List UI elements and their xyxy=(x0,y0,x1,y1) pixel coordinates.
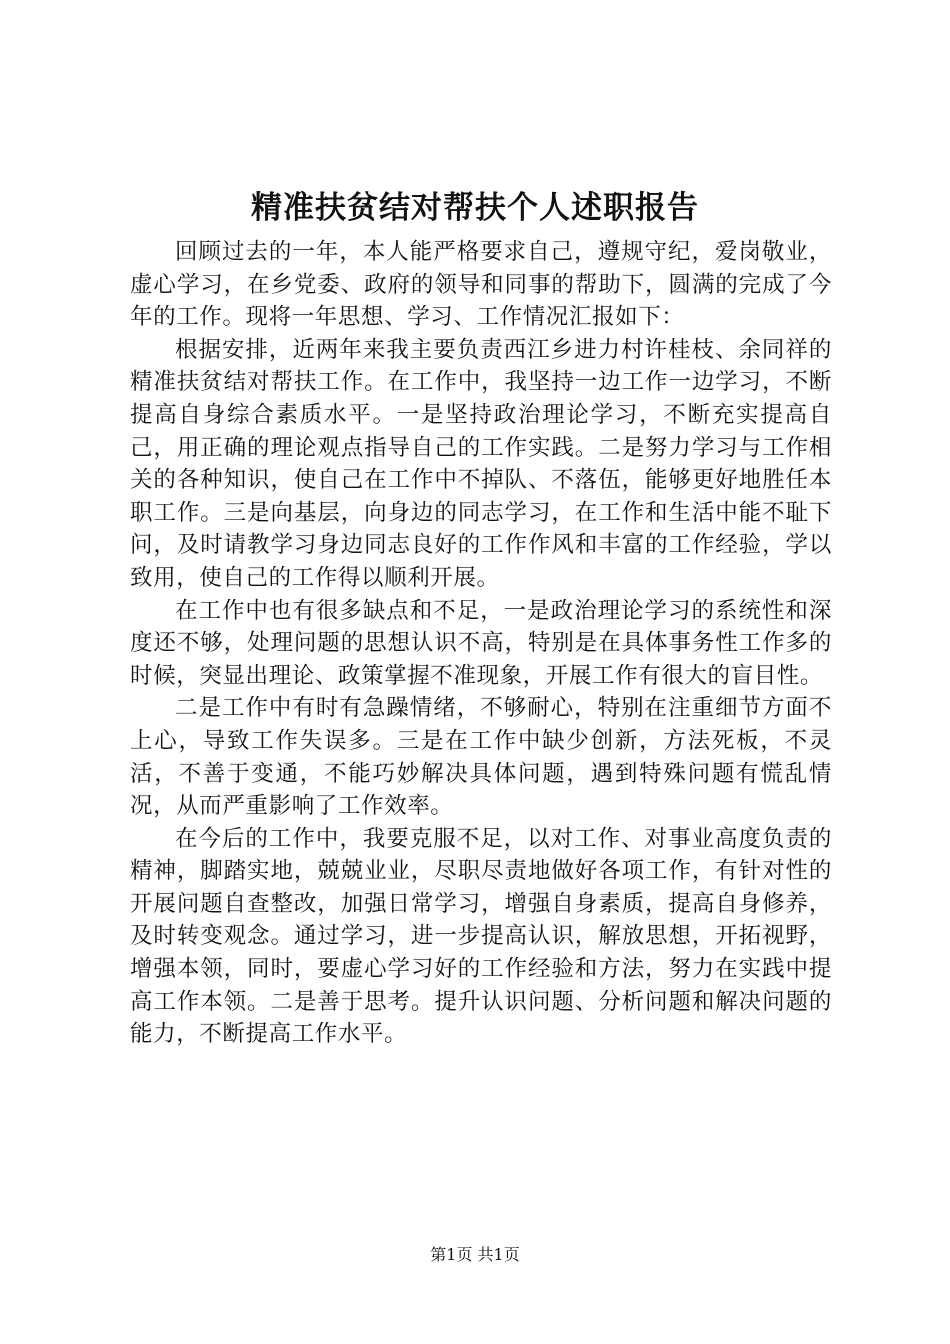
paragraph-work-summary: 根据安排，近两年来我主要负责西江乡进力村许桂枝、余同祥的精准扶贫结对帮扶工作。在工作中，我坚持一边工作一边学习，不断提高自身综合素质水平。一是坚持政治理论学习，不断充实提高自己，用正确的理论观点指导自己的工作实践。二是努力学习与工作相关的各种知识，使自己在工作中不掉队、不落伍，能够更好地胜任本职工作。三是向基层，向身边的同志学习，在工作和生活中能不耻下问，及时请教学习身边同志良好的工作作风和丰富的工作经验，学以致用，使自己的工作得以顺利开展。 xyxy=(130,336,832,591)
document-title: 精准扶贫结对帮扶个人述职报告 xyxy=(251,190,699,226)
page-number-footer: 第1页 共1页 xyxy=(430,1245,520,1264)
paragraph-shortcomings-2: 二是工作中有时有急躁情绪，不够耐心，特别在注重细节方面不上心，导致工作失误多。三是在工作中缺少创新，方法死板，不灵活，不善于变通，不能巧妙解决具体问题，遇到特殊问题有慌乱情况，从而严重影响了工作效率。 xyxy=(130,695,832,820)
paragraph-future-plan: 在今后的工作中，我要克服不足，以对工作、对事业高度负责的精神，脚踏实地，兢兢业业，尽职尽责地做好各项工作，有针对性的开展问题自查整改，加强日常学习，增强自身素质，提高自身修养，及时转变观念。通过学习，进一步提高认识，解放思想，开拓视野，增强本领，同时，要虚心学习好的工作经验和方法，努力在实践中提高工作本领。二是善于思考。提升认识问题、分析问题和解决问题的能力，不断提高工作水平。 xyxy=(130,825,832,1048)
document-body xyxy=(130,236,832,1051)
paragraph-intro: 回顾过去的一年，本人能严格要求自己，遵规守纪，爱岗敬业，虚心学习，在乡党委、政府的领导和同事的帮助下，圆满的完成了今年的工作。现将一年思想、学习、工作情况汇报如下： xyxy=(130,239,832,331)
paragraph-shortcomings-1: 在工作中也有很多缺点和不足，一是政治理论学习的系统性和深度还不够，处理问题的思想认识不高，特别是在具体事务性工作多的时候，突显出理论、政策掌握不准现象，开展工作有很大的盲目性。 xyxy=(130,597,832,689)
